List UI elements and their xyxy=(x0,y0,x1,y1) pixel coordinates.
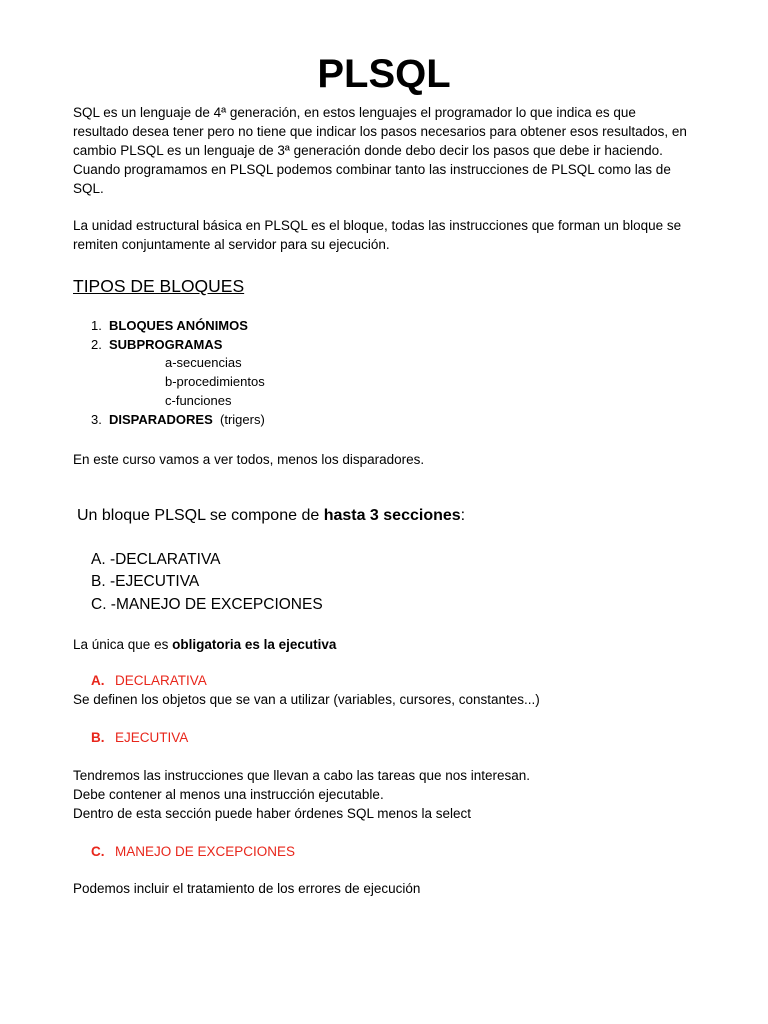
block-paragraph xyxy=(73,216,733,254)
section-b-letter: B. xyxy=(91,730,105,745)
list-number: 2. xyxy=(91,336,102,352)
section-c-label: MANEJO DE EXCEPCIONES xyxy=(115,844,296,859)
section-c-heading xyxy=(91,842,295,861)
list-item xyxy=(91,411,265,430)
course-note: En este curso vamos a ver todos, menos los disparadores. xyxy=(73,452,425,467)
intro-line: resultado desea tener pero no tiene que indicar los pasos necesarios para obtener esos resultados, en xyxy=(73,124,687,139)
list-item xyxy=(91,317,265,336)
section-b-heading xyxy=(91,728,188,747)
mandatory-prefix: La única que es xyxy=(73,637,169,652)
list-item-label: BLOQUES ANÓNIMOS xyxy=(109,318,248,333)
section-a-label: DECLARATIVA xyxy=(115,673,207,688)
sub-list-item: c-funciones xyxy=(165,392,232,408)
intro-line: SQL. xyxy=(73,181,104,196)
sub-list-item: b-procedimientos xyxy=(165,374,265,390)
page-title: PLSQL xyxy=(317,52,451,96)
intro-line: cambio PLSQL es un lenguaje de 3ª generación donde debo decir los pasos que debe ir haciendo. xyxy=(73,143,663,158)
section-b-text xyxy=(73,766,733,823)
sub-list-item: a-secuencias xyxy=(165,355,242,371)
intro-paragraph xyxy=(73,103,733,198)
intro-line: Cuando programamos en PLSQL podemos combinar tanto las instrucciones de PLSQL como las de xyxy=(73,162,671,177)
list-item-label: SUBPROGRAMAS xyxy=(109,336,223,352)
section-list-item: A. -DECLARATIVA xyxy=(91,551,221,568)
section-list-item: C. -MANEJO DE EXCEPCIONES xyxy=(91,595,323,613)
block-line: La unidad estructural básica en PLSQL es el bloque, todas las instrucciones que forman un bloque se xyxy=(73,218,682,233)
section-a-text: Se definen los objetos que se van a utilizar (variables, cursores, constantes...) xyxy=(73,692,540,707)
sections-intro-prefix: Un bloque PLSQL se compone de xyxy=(77,507,320,524)
section-list-item: B. -EJECUTIVA xyxy=(91,573,200,591)
tipos-list xyxy=(91,317,265,429)
list-number: 3. xyxy=(91,411,102,427)
tipos-heading: TIPOS DE BLOQUES xyxy=(73,276,245,296)
sections-intro-suffix: : xyxy=(460,507,466,524)
section-a-letter: A. xyxy=(91,673,105,688)
section-c-letter: C. xyxy=(91,844,105,859)
block-line: remiten conjuntamente al servidor para su ejecución. xyxy=(73,237,390,252)
list-number: 1. xyxy=(91,318,102,333)
list-item-note: (trigers) xyxy=(220,411,265,427)
mandatory-note xyxy=(73,635,733,654)
section-b-line: Tendremos las instrucciones que llevan a cabo las tareas que nos interesan. xyxy=(73,768,531,783)
section-b-line: Dentro de esta sección puede haber órdenes SQL menos la select xyxy=(73,806,471,821)
mandatory-bold: obligatoria es la ejecutiva xyxy=(172,637,337,652)
sections-list xyxy=(91,549,323,616)
list-item-label: DISPARADORES xyxy=(109,411,213,427)
list-item xyxy=(91,336,265,355)
sections-intro xyxy=(77,505,465,527)
section-a-heading xyxy=(91,671,207,690)
section-b-label: EJECUTIVA xyxy=(115,730,189,745)
sections-intro-bold: hasta 3 secciones xyxy=(323,507,461,524)
section-c-text: Podemos incluir el tratamiento de los errores de ejecución xyxy=(73,881,421,896)
intro-line: SQL es un lenguaje de 4ª generación, en estos lenguajes el programador lo que indica es que xyxy=(73,105,636,120)
section-b-line: Debe contener al menos una instrucción ejecutable. xyxy=(73,787,384,802)
